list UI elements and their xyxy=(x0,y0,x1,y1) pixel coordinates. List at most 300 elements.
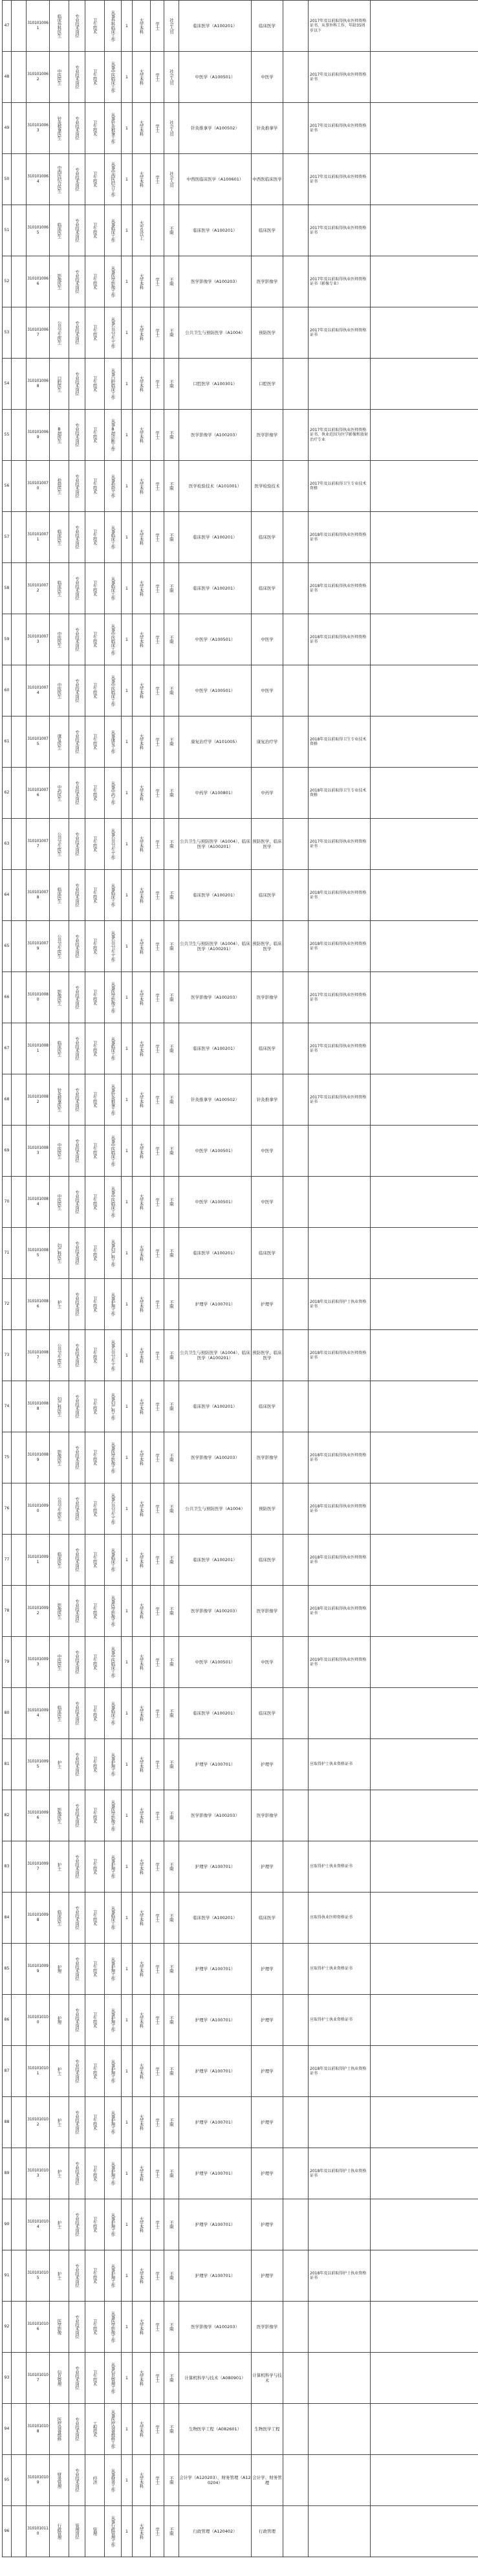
unit-cell xyxy=(12,1177,27,1228)
degree-cell: 学士 xyxy=(151,665,164,716)
post-level-cell: 卫生技术 xyxy=(85,768,105,819)
education-cell: 大学本科 xyxy=(133,1944,151,1995)
requirement-cell xyxy=(309,2404,371,2455)
post-name-cell: 妇产科医生 xyxy=(50,1228,69,1279)
post-name-cell: 中医医生 xyxy=(50,1637,69,1688)
post-level-cell: 卫生技术 xyxy=(85,614,105,665)
extra-cell xyxy=(283,359,309,410)
post-category-cell: 从事公共卫生工作 xyxy=(105,307,122,359)
requirement-cell: 2018年及以前取得执业医师资格证书 xyxy=(309,1535,371,1586)
extra-cell xyxy=(283,1893,309,1944)
post-level-cell: 卫生技术 xyxy=(85,819,105,870)
requirement-cell: 2017年及以前取得执业医师资格证书 xyxy=(309,103,371,154)
plan-count-cell: 1 xyxy=(122,1483,133,1535)
education-cell: 大学本科 xyxy=(133,2353,151,2404)
degree-cell: 学士 xyxy=(151,1790,164,1841)
post-category-cell: 从事中医临床工作 xyxy=(105,1637,122,1688)
extra-cell xyxy=(283,2302,309,2353)
remark-cell xyxy=(371,1228,478,1279)
post-code-cell: 3101010105 xyxy=(27,2250,50,2302)
post-type-cell: 专业技术岗位 xyxy=(69,410,85,461)
extra-cell xyxy=(283,768,309,819)
major-cell: 公共卫生与预防医学（A1004）、临床医学（A100201） xyxy=(179,921,252,972)
post-name-cell: 护士 xyxy=(50,2148,69,2199)
post-level-cell: 卫生技术 xyxy=(85,52,105,103)
plan-count-cell: 1 xyxy=(122,410,133,461)
post-category-cell: 从事针灸推拿工作 xyxy=(105,1074,122,1126)
plan-count-cell: 1 xyxy=(122,359,133,410)
major-specialty-cell: 生物医学工程 xyxy=(252,2404,283,2455)
post-category-cell: 从事检验工作 xyxy=(105,461,122,512)
post-code-cell: 3101010074 xyxy=(27,665,50,716)
unit-cell xyxy=(12,1381,27,1432)
table-row xyxy=(3,1177,478,1228)
post-type-cell: 专业技术岗位 xyxy=(69,2404,85,2455)
source-cell: 不限 xyxy=(164,665,179,716)
post-category-cell: 从事口腔临床工作 xyxy=(105,359,122,410)
seq-cell: 50 xyxy=(3,154,12,205)
post-code-cell: 3101010110 xyxy=(27,2506,50,2557)
seq-cell: 54 xyxy=(3,359,12,410)
post-code-cell: 3101010084 xyxy=(27,1177,50,1228)
unit-cell xyxy=(12,410,27,461)
post-code-cell: 3101010066 xyxy=(27,256,50,307)
post-category-cell: 从事康复工作 xyxy=(105,716,122,768)
post-type-cell: 专业技术岗位 xyxy=(69,1330,85,1381)
plan-count-cell: 1 xyxy=(122,2097,133,2148)
post-type-cell: 专业技术岗位 xyxy=(69,716,85,768)
table-row xyxy=(3,768,478,819)
post-name-cell: 临床医生 xyxy=(50,1023,69,1074)
extra-cell xyxy=(283,2455,309,2506)
major-cell: 中西医临床医学（A100601） xyxy=(179,154,252,205)
seq-cell: 80 xyxy=(3,1688,12,1739)
table-row xyxy=(3,819,478,870)
requirement-cell: 2018年及以前取得执业医师资格证书 xyxy=(309,870,371,921)
major-specialty-cell: 中医学 xyxy=(252,1637,283,1688)
plan-count-cell: 1 xyxy=(122,461,133,512)
education-cell: 大学本科 xyxy=(133,716,151,768)
post-category-cell: 从事信息管理工作 xyxy=(105,2353,122,2404)
major-cell: 中医学（A100501） xyxy=(179,1126,252,1177)
remark-cell xyxy=(371,1074,478,1126)
post-code-cell: 3101010091 xyxy=(27,1535,50,1586)
unit-cell xyxy=(12,2199,27,2250)
post-name-cell: 临床外科医生 xyxy=(50,1,69,52)
post-type-cell: 专业技术岗位 xyxy=(69,1637,85,1688)
post-code-cell: 3101010096 xyxy=(27,1790,50,1841)
remark-cell xyxy=(371,1,478,52)
major-specialty-cell: 临床医学 xyxy=(252,1,283,52)
plan-count-cell: 1 xyxy=(122,665,133,716)
post-type-cell: 专业技术岗位 xyxy=(69,921,85,972)
source-cell: 不限 xyxy=(164,1432,179,1483)
post-category-cell: 从事B超诊断工作 xyxy=(105,410,122,461)
remark-cell xyxy=(371,716,478,768)
post-category-cell: 从事护理工作 xyxy=(105,2097,122,2148)
education-cell: 大学本科 xyxy=(133,665,151,716)
unit-cell xyxy=(12,921,27,972)
post-name-cell: 针灸推拿医生 xyxy=(50,1074,69,1126)
unit-cell xyxy=(12,2404,27,2455)
post-type-cell: 专业技术岗位 xyxy=(69,2046,85,2097)
major-specialty-cell: 预防医学、临床医学 xyxy=(252,921,283,972)
post-name-cell: 医学影像 xyxy=(50,2302,69,2353)
post-category-cell: 从事公共卫生工作 xyxy=(105,1483,122,1535)
table-row xyxy=(3,2046,478,2097)
education-cell: 大学本科 xyxy=(133,1177,151,1228)
major-cell: 康复治疗学（A101005） xyxy=(179,716,252,768)
seq-cell: 96 xyxy=(3,2506,12,2557)
extra-cell xyxy=(283,1535,309,1586)
requirement-cell xyxy=(309,2506,371,2557)
post-category-cell: 从事医学影像工作 xyxy=(105,972,122,1023)
post-level-cell: 卫生技术 xyxy=(85,154,105,205)
post-category-cell: 从事医学影像工作 xyxy=(105,2302,122,2353)
seq-cell: 66 xyxy=(3,972,12,1023)
post-level-cell: 卫生技术 xyxy=(85,1,105,52)
post-category-cell: 从事妇产科工作 xyxy=(105,1228,122,1279)
extra-cell xyxy=(283,2404,309,2455)
post-name-cell: 妇产科医生 xyxy=(50,1381,69,1432)
major-specialty-cell: 医学影像学 xyxy=(252,1790,283,1841)
plan-count-cell: 1 xyxy=(122,2404,133,2455)
plan-count-cell: 1 xyxy=(122,2506,133,2557)
remark-cell xyxy=(371,2199,478,2250)
recruitment-table xyxy=(2,0,478,2557)
post-code-cell: 3101010068 xyxy=(27,359,50,410)
degree-cell: 学士 xyxy=(151,359,164,410)
unit-cell xyxy=(12,1330,27,1381)
plan-count-cell: 1 xyxy=(122,1790,133,1841)
plan-count-cell: 1 xyxy=(122,1330,133,1381)
table-row xyxy=(3,1688,478,1739)
remark-cell xyxy=(371,1944,478,1995)
source-cell: 不限 xyxy=(164,870,179,921)
post-code-cell: 3101010065 xyxy=(27,205,50,256)
post-category-cell: 从事针灸推拿工作 xyxy=(105,103,122,154)
remark-cell xyxy=(371,972,478,1023)
plan-count-cell: 1 xyxy=(122,1944,133,1995)
major-specialty-cell: 护理学 xyxy=(252,1279,283,1330)
education-cell: 大学本科 xyxy=(133,614,151,665)
source-cell: 不限 xyxy=(164,2506,179,2557)
unit-cell xyxy=(12,2097,27,2148)
post-category-cell: 从事护理工作 xyxy=(105,2046,122,2097)
source-cell: 不限 xyxy=(164,2302,179,2353)
plan-count-cell: 1 xyxy=(122,2148,133,2199)
degree-cell: 学士 xyxy=(151,2148,164,2199)
unit-cell xyxy=(12,2148,27,2199)
post-category-cell: 从事临床工作 xyxy=(105,1893,122,1944)
plan-count-cell: 1 xyxy=(122,1228,133,1279)
plan-count-cell: 1 xyxy=(122,1023,133,1074)
seq-cell: 71 xyxy=(3,1228,12,1279)
source-cell: 不限 xyxy=(164,1074,179,1126)
seq-cell: 67 xyxy=(3,1023,12,1074)
major-specialty-cell: 中医学 xyxy=(252,1177,283,1228)
post-name-cell: 公共卫生医生 xyxy=(50,307,69,359)
post-code-cell: 3101010062 xyxy=(27,52,50,103)
degree-cell: 学士 xyxy=(151,563,164,614)
post-level-cell: 卫生技术 xyxy=(85,2199,105,2250)
post-type-cell: 专业技术岗位 xyxy=(69,2302,85,2353)
requirement-cell: 2018年及以前取得执业医师资格证书 xyxy=(309,512,371,563)
source-cell: 社会人员 xyxy=(164,1,179,52)
plan-count-cell: 1 xyxy=(122,563,133,614)
major-cell: 生物医学工程（A082601） xyxy=(179,2404,252,2455)
unit-cell xyxy=(12,563,27,614)
education-cell: 大学本科 xyxy=(133,2046,151,2097)
unit-cell xyxy=(12,1023,27,1074)
requirement-cell: 2018年及以前取得执业医师资格证书 xyxy=(309,1483,371,1535)
post-category-cell: 从事临床工作 xyxy=(105,1688,122,1739)
unit-cell xyxy=(12,1074,27,1126)
table-row xyxy=(3,461,478,512)
table-row xyxy=(3,1586,478,1637)
education-cell: 大学本科 xyxy=(133,1432,151,1483)
education-cell: 大学本科 xyxy=(133,1279,151,1330)
post-type-cell: 专业技术岗位 xyxy=(69,2097,85,2148)
post-category-cell: 从事护理工作 xyxy=(105,1944,122,1995)
unit-cell xyxy=(12,2353,27,2404)
post-name-cell: 公共卫生医生 xyxy=(50,819,69,870)
table-row xyxy=(3,512,478,563)
post-level-cell: 卫生技术 xyxy=(85,2302,105,2353)
remark-cell xyxy=(371,205,478,256)
table-row xyxy=(3,359,478,410)
major-specialty-cell: 医学影像学 xyxy=(252,1432,283,1483)
degree-cell: 学士 xyxy=(151,1944,164,1995)
post-code-cell: 3101010083 xyxy=(27,1126,50,1177)
seq-cell: 85 xyxy=(3,1944,12,1995)
post-type-cell: 专业技术岗位 xyxy=(69,2199,85,2250)
post-type-cell: 专业技术岗位 xyxy=(69,972,85,1023)
degree-cell: 学士 xyxy=(151,256,164,307)
remark-cell xyxy=(371,1535,478,1586)
seq-cell: 77 xyxy=(3,1535,12,1586)
education-cell: 大学本科 xyxy=(133,2506,151,2557)
post-type-cell: 专业技术岗位 xyxy=(69,614,85,665)
remark-cell xyxy=(371,2455,478,2506)
extra-cell xyxy=(283,1126,309,1177)
source-cell: 不限 xyxy=(164,1330,179,1381)
post-category-cell: 从事临床工作 xyxy=(105,870,122,921)
major-cell: 会计学（A120203）、财务管理（A120204） xyxy=(179,2455,252,2506)
post-type-cell: 专业技术岗位 xyxy=(69,1074,85,1126)
requirement-cell: 2017年及以前取得卫生专业技术资格 xyxy=(309,461,371,512)
major-specialty-cell: 护理学 xyxy=(252,1995,283,2046)
major-specialty-cell: 临床医学 xyxy=(252,1893,283,1944)
post-category-cell: 从事公共卫生工作 xyxy=(105,819,122,870)
unit-cell xyxy=(12,512,27,563)
post-category-cell: 从事临床工作 xyxy=(105,205,122,256)
post-type-cell: 专业技术岗位 xyxy=(69,1483,85,1535)
major-specialty-cell: 护理学 xyxy=(252,2046,283,2097)
plan-count-cell: 1 xyxy=(122,2302,133,2353)
unit-cell xyxy=(12,972,27,1023)
requirement-cell: 应取得护士执业资格证书 xyxy=(309,1995,371,2046)
post-name-cell: 信息管理 xyxy=(50,2353,69,2404)
major-specialty-cell: 临床医学 xyxy=(252,1535,283,1586)
major-specialty-cell: 会计学、财务管理 xyxy=(252,2455,283,2506)
education-cell: 大学本科 xyxy=(133,512,151,563)
major-specialty-cell: 预防医学 xyxy=(252,307,283,359)
plan-count-cell: 1 xyxy=(122,1126,133,1177)
unit-cell xyxy=(12,1,27,52)
post-name-cell: 医疗设备维修 xyxy=(50,2404,69,2455)
education-cell: 大学本科 xyxy=(133,768,151,819)
unit-cell xyxy=(12,2250,27,2302)
table-row xyxy=(3,2506,478,2557)
education-cell: 大学本科 xyxy=(133,1586,151,1637)
remark-cell xyxy=(371,819,478,870)
major-cell: 护理学（A100701） xyxy=(179,2097,252,2148)
post-code-cell: 3101010070 xyxy=(27,461,50,512)
post-code-cell: 3101010085 xyxy=(27,1228,50,1279)
post-level-cell: 卫生技术 xyxy=(85,1535,105,1586)
plan-count-cell: 1 xyxy=(122,1995,133,2046)
education-cell: 大学本科 xyxy=(133,1330,151,1381)
post-category-cell: 从事临床工作 xyxy=(105,1535,122,1586)
requirement-cell: 2017年及以前取得执业医师资格证书 xyxy=(309,307,371,359)
major-cell: 医学检验技术（A101001） xyxy=(179,461,252,512)
source-cell: 不限 xyxy=(164,2455,179,2506)
major-specialty-cell: 临床医学 xyxy=(252,1381,283,1432)
extra-cell xyxy=(283,2353,309,2404)
source-cell: 不限 xyxy=(164,461,179,512)
post-category-cell: 从事中医临床工作 xyxy=(105,665,122,716)
plan-count-cell: 1 xyxy=(122,103,133,154)
remark-cell xyxy=(371,1126,478,1177)
post-level-cell: 卫生技术 xyxy=(85,1023,105,1074)
table-row xyxy=(3,614,478,665)
major-cell: 护理学（A100701） xyxy=(179,1279,252,1330)
unit-cell xyxy=(12,1688,27,1739)
degree-cell: 学士 xyxy=(151,716,164,768)
seq-cell: 65 xyxy=(3,921,12,972)
table-row xyxy=(3,2455,478,2506)
major-specialty-cell: 口腔医学 xyxy=(252,359,283,410)
post-name-cell: 中医医生 xyxy=(50,614,69,665)
post-level-cell: 卫生技术 xyxy=(85,1483,105,1535)
plan-count-cell: 1 xyxy=(122,1688,133,1739)
seq-cell: 93 xyxy=(3,2353,12,2404)
post-level-cell: 卫生技术 xyxy=(85,359,105,410)
requirement-cell: 2017年及以前取得执业医师资格证书 xyxy=(309,154,371,205)
seq-cell: 56 xyxy=(3,461,12,512)
post-level-cell: 卫生技术 xyxy=(85,2250,105,2302)
post-type-cell: 专业技术岗位 xyxy=(69,1688,85,1739)
plan-count-cell: 1 xyxy=(122,1432,133,1483)
education-cell: 大学本科 xyxy=(133,2199,151,2250)
post-type-cell: 专业技术岗位 xyxy=(69,461,85,512)
post-code-cell: 3101010082 xyxy=(27,1074,50,1126)
source-cell: 不限 xyxy=(164,1944,179,1995)
table-row xyxy=(3,1944,478,1995)
post-type-cell: 专业技术岗位 xyxy=(69,307,85,359)
post-name-cell: 中医医生 xyxy=(50,52,69,103)
post-code-cell: 3101010101 xyxy=(27,2046,50,2097)
table-row xyxy=(3,2097,478,2148)
requirement-cell: 2018年及以前取得卫生专业技术资格 xyxy=(309,768,371,819)
extra-cell xyxy=(283,921,309,972)
extra-cell xyxy=(283,1790,309,1841)
major-specialty-cell: 预防医学、临床医学 xyxy=(252,1330,283,1381)
post-code-cell: 3101010067 xyxy=(27,307,50,359)
post-level-cell: 卫生技术 xyxy=(85,1893,105,1944)
remark-cell xyxy=(371,2302,478,2353)
requirement-cell: 2018年及以前取得护士执业资格证书 xyxy=(309,1279,371,1330)
degree-cell: 学士 xyxy=(151,819,164,870)
seq-cell: 92 xyxy=(3,2302,12,2353)
post-level-cell: 卫生技术 xyxy=(85,1995,105,2046)
source-cell: 社会人员 xyxy=(164,52,179,103)
major-cell: 护理学（A100701） xyxy=(179,1944,252,1995)
seq-cell: 87 xyxy=(3,2046,12,2097)
extra-cell xyxy=(283,972,309,1023)
extra-cell xyxy=(283,1074,309,1126)
remark-cell xyxy=(371,410,478,461)
requirement-cell xyxy=(309,1688,371,1739)
post-code-cell: 3101010109 xyxy=(27,2455,50,2506)
extra-cell xyxy=(283,1023,309,1074)
seq-cell: 64 xyxy=(3,870,12,921)
source-cell: 不限 xyxy=(164,307,179,359)
requirement-cell: 2018年及以前取得护士执业资格证书 xyxy=(309,2148,371,2199)
extra-cell xyxy=(283,307,309,359)
major-cell: 护理学（A100701） xyxy=(179,2046,252,2097)
remark-cell xyxy=(371,2506,478,2557)
post-level-cell: 卫生技术 xyxy=(85,2046,105,2097)
post-name-cell: 口腔医生 xyxy=(50,359,69,410)
post-name-cell: 检验医生 xyxy=(50,461,69,512)
seq-cell: 84 xyxy=(3,1893,12,1944)
degree-cell: 学士 xyxy=(151,1688,164,1739)
major-specialty-cell: 针灸推拿学 xyxy=(252,1074,283,1126)
plan-count-cell: 1 xyxy=(122,1381,133,1432)
education-cell: 大学本科 xyxy=(133,2148,151,2199)
post-code-cell: 3101010072 xyxy=(27,563,50,614)
source-cell: 不限 xyxy=(164,768,179,819)
post-level-cell: 卫生技术 xyxy=(85,2353,105,2404)
requirement-cell xyxy=(309,2199,371,2250)
major-cell: 针灸推拿学（A100502） xyxy=(179,103,252,154)
degree-cell: 学士 xyxy=(151,2046,164,2097)
major-specialty-cell: 康复治疗学 xyxy=(252,716,283,768)
post-code-cell: 3101010106 xyxy=(27,2302,50,2353)
extra-cell xyxy=(283,1330,309,1381)
unit-cell xyxy=(12,1228,27,1279)
post-level-cell: 工程技术 xyxy=(85,2404,105,2455)
source-cell: 不限 xyxy=(164,2046,179,2097)
seq-cell: 83 xyxy=(3,1841,12,1893)
plan-count-cell: 1 xyxy=(122,1177,133,1228)
post-code-cell: 3101010069 xyxy=(27,410,50,461)
table-row xyxy=(3,1637,478,1688)
major-specialty-cell: 医学影像学 xyxy=(252,2302,283,2353)
post-name-cell: 中西医结合医生 xyxy=(50,154,69,205)
source-cell: 不限 xyxy=(164,2250,179,2302)
extra-cell xyxy=(283,665,309,716)
unit-cell xyxy=(12,205,27,256)
post-name-cell: 护士 xyxy=(50,1739,69,1790)
unit-cell xyxy=(12,1841,27,1893)
education-cell: 大学本科 xyxy=(133,819,151,870)
post-name-cell: 护士 xyxy=(50,2046,69,2097)
education-cell: 大学本科 xyxy=(133,1841,151,1893)
post-name-cell: 临床医生 xyxy=(50,205,69,256)
